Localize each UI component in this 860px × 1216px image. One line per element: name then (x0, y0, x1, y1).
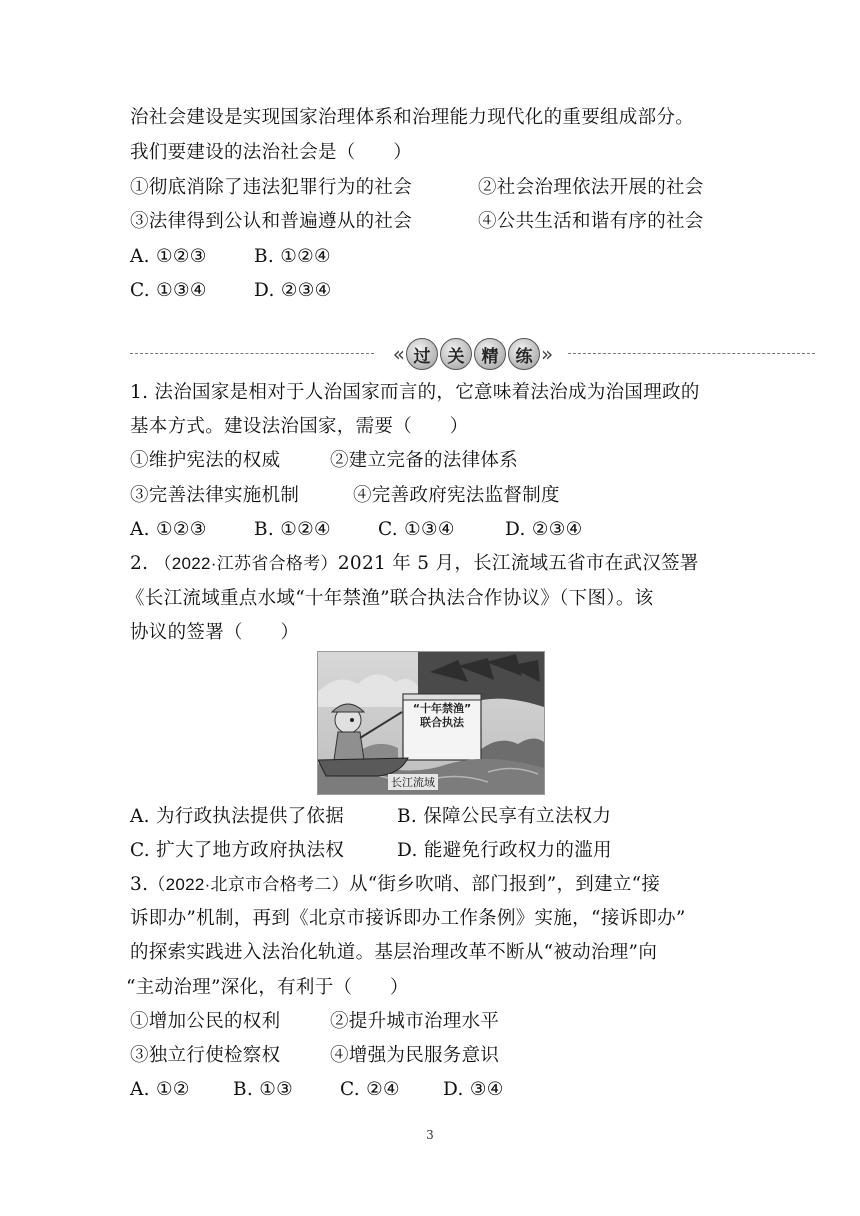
q1-option-2: ②建立完备的法律体系 (330, 450, 519, 471)
q3-stem-start: 从“街乡吹哨、部门报到”，到建立“接 (348, 874, 661, 895)
q2-line-1 (130, 552, 699, 576)
q2-line-2: 《长江流域重点水域“十年禁渔”联合执法合作协议》（下图）。该 (126, 588, 654, 609)
q3-option-2: ②提升城市治理水平 (330, 1011, 500, 1032)
intro-choice-b: B. ①②④ (254, 246, 331, 267)
q3-line-2: 诉即办”机制，再到《北京市接诉即办工作条例》实施，“接诉即办” (130, 908, 686, 929)
q2-choices-row-1 (130, 805, 611, 829)
q2-choices-row-2 (130, 839, 612, 863)
q2-choice-d: D. 能避免行政权力的滥用 (397, 840, 612, 861)
figure-river-label: 长江流域 (388, 774, 438, 790)
q1-choices (130, 518, 583, 542)
divider-rule-left (130, 353, 374, 354)
q3-choices (130, 1078, 504, 1102)
q1-choice-c: C. ①③④ (378, 519, 455, 540)
double-chevron-right-icon: » (541, 342, 554, 366)
q1-option-4: ④完善政府宪法监督制度 (353, 485, 560, 506)
intro-choice-d: D. ②③④ (254, 280, 332, 301)
cartoon-figure (317, 651, 545, 795)
q2-stem-start: 2021 年 5 月，长江流域五省市在武汉签署 (337, 553, 699, 574)
intro-option-4: ④公共生活和谐有序的社会 (478, 211, 704, 232)
figure-doc-line-2: 联合执法 (420, 716, 464, 729)
q1-option-1: ①维护宪法的权威 (130, 450, 281, 471)
q3-line-1 (130, 873, 660, 897)
page-number: 3 (426, 1128, 434, 1142)
intro-line-2: 我们要建设的法治社会是（ ） (130, 142, 413, 163)
intro-options-row-2 (130, 210, 704, 234)
q1-choice-a: A. ①②③ (130, 519, 207, 540)
q3-number: 3. (130, 874, 149, 895)
intro-choice-c: C. ①③④ (130, 280, 207, 301)
divider-rule-right (568, 353, 815, 354)
intro-line-1: 治社会建设是实现国家治理体系和治理能力现代化的重要组成部分。 (130, 107, 695, 128)
q3-choice-a: A. ①② (130, 1079, 190, 1100)
q2-choice-c: C. 扩大了地方政府执法权 (130, 840, 345, 861)
q3-line-3: 的探索实践进入法治化轨道。基层治理改革不断从“被动治理”向 (130, 942, 658, 963)
q2-choice-b: B. 保障公民享有立法权力 (397, 806, 612, 827)
q3-source: （2022·北京市合格考二） (148, 875, 349, 894)
q1-choice-d: D. ②③④ (505, 519, 583, 540)
figure-doc-line-1: “十年禁渔” (412, 702, 472, 715)
q1-options-row-1 (130, 449, 518, 473)
q3-choice-d: D. ③④ (443, 1079, 504, 1100)
q3-choice-b: B. ①③ (233, 1079, 294, 1100)
q1-options-row-2 (130, 484, 560, 508)
section-banner (380, 337, 566, 371)
figure-document-text (403, 702, 481, 730)
intro-choices-row-2 (130, 279, 332, 303)
q2-source: （2022·江苏省合格考） (154, 554, 338, 573)
q3-option-4: ④增强为民服务意识 (330, 1045, 500, 1066)
section-divider (130, 337, 815, 371)
section-char-1: 过 (406, 338, 438, 370)
q2-choice-a: A. 为行政执法提供了依据 (130, 806, 345, 827)
q1-option-3: ③完善法律实施机制 (130, 485, 300, 506)
q3-options-row-2 (130, 1044, 499, 1068)
q1-line-1: 1. 法治国家是相对于人治国家而言的，它意味着法治成为治国理政的 (130, 382, 700, 403)
q3-option-3: ③独立行使检察权 (130, 1045, 281, 1066)
q2-number: 2. (130, 553, 155, 574)
q1-line-2: 基本方式。建设法治国家，需要（ ） (130, 416, 469, 437)
intro-option-3: ③法律得到公认和普遍遵从的社会 (130, 211, 413, 232)
double-chevron-left-icon: « (392, 342, 405, 366)
section-char-3: 精 (474, 338, 506, 370)
intro-option-2: ②社会治理依法开展的社会 (478, 177, 704, 198)
q3-option-1: ①增加公民的权利 (130, 1011, 281, 1032)
q3-line-4: “主动治理”深化，有利于（ ） (126, 977, 409, 998)
q3-choice-c: C. ②④ (340, 1079, 400, 1100)
intro-options-row-1 (130, 176, 704, 200)
section-char-2: 关 (440, 338, 472, 370)
q2-line-3: 协议的签署（ ） (130, 622, 300, 643)
intro-choice-a: A. ①②③ (130, 246, 207, 267)
q1-choice-b: B. ①②④ (254, 519, 331, 540)
section-char-4: 练 (508, 338, 540, 370)
intro-choices-row-1 (130, 245, 331, 269)
intro-option-1: ①彻底消除了违法犯罪行为的社会 (130, 177, 413, 198)
q3-options-row-1 (130, 1010, 499, 1034)
